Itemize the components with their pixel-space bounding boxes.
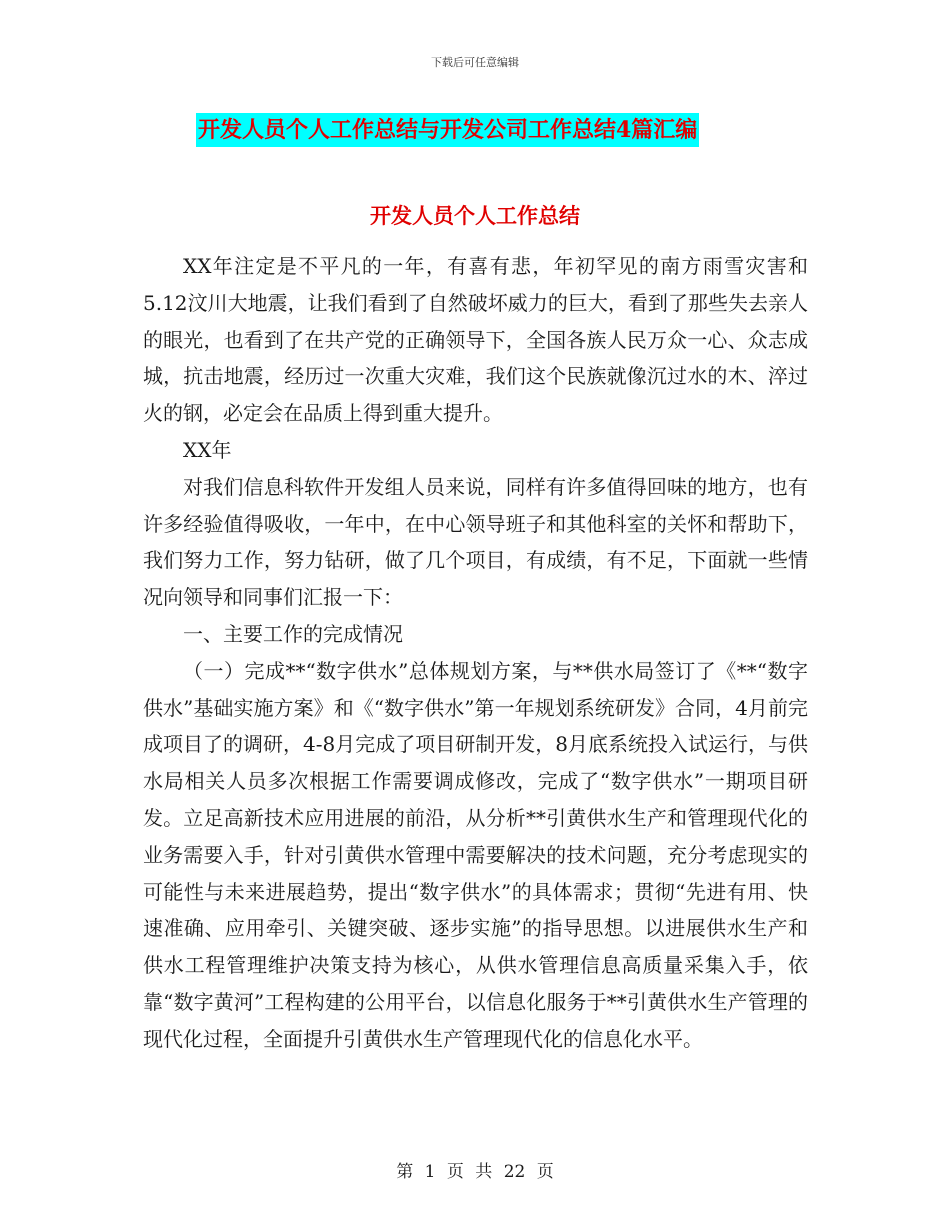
paragraph: XX年注定是不平凡的一年，有喜有悲，年初罕见的南方雨雪灾害和5.12汶川大地震，让我们看到了自然破坏威力的巨大，看到了那些失去亲人的眼光，也看到了在共产党的正确领导下，全国各族人民万众一心、众志成城，抗击地震，经历过一次重大灾难，我们这个民族就像沉过水的木、淬过火的钢，必定会在品质上得到重大提升。 <box>143 254 808 426</box>
page-number-footer: 第 1 页 共 22 页 <box>396 1162 554 1182</box>
document-title: 开发人员个人工作总结与开发公司工作总结4篇汇编 <box>196 113 699 147</box>
paragraph: XX年 <box>183 437 232 462</box>
paragraph: 一、主要工作的完成情况 <box>183 621 403 646</box>
section-title: 开发人员个人工作总结 <box>370 203 580 228</box>
paragraph: （一）完成**“数字供水”总体规划方案，与**供水局签订了《**“数字供水”基础实施方案》和《“数字供水”第一年规划系统研发》合同，4月前完成项目了的调研，4-8月完成了项目研制开发，8月底系统投入试运行，与供水局相关人员多次根据工作需要调成修改，完成了“数字供水”一期项目研发。立足高新技术应用进展的前沿，从分析**引黄供水生产和管理现代化的业务需要入手，针对引黄供水管理中需要解决的技术问题，充分考虑现实的可能性与未来进展趋势，提出“数字供水”的具体需求；贯彻“先进有用、快速准确、应用牵引、关键突破、逐步实施”的指导思想。以进展供水生产和供水工程管理维护决策支持为核心，从供水管理信息高质量采集入手，依靠“数字黄河”工程构建的公用平台，以信息化服务于**引黄供水生产管理的现代化过程，全面提升引黄供水生产管理现代化的信息化水平。 <box>143 658 808 1051</box>
paragraph: 对我们信息科软件开发组人员来说，同样有许多值得回味的地方，也有许多经验值得吸收，一年中，在中心领导班子和其他科室的关怀和帮助下，我们努力工作，努力钻研，做了几个项目，有成绩，有不足，下面就一些情况向领导和同事们汇报一下： <box>143 474 808 610</box>
document-body <box>143 248 808 1058</box>
header-note: 下载后可任意编辑 <box>431 56 519 69</box>
